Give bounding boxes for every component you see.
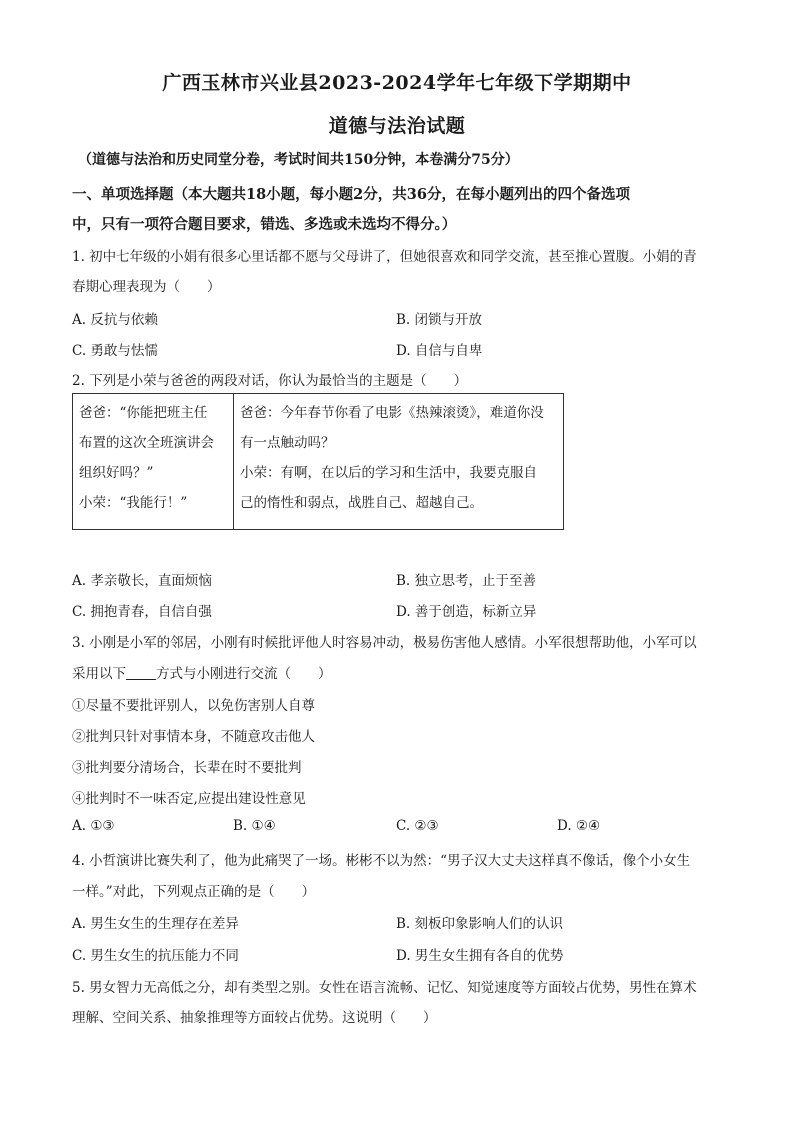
dialogue-right-line: 有一点触动吗？ <box>240 435 335 451</box>
dialogue-right-line: 己的惰性和弱点，战胜自己、超越自己。 <box>240 495 483 511</box>
exam-title: 广西玉林市兴业县2023-2024学年七年级下学期期中 <box>162 72 632 94</box>
q1-option-c: C. 勇敢与怯懦 <box>72 343 158 359</box>
section-heading-line1: 一、单项选择题（本大题共18小题，每小题2分，共36分，在每小题列出的四个备选项 <box>72 186 630 203</box>
q3-option-c: C. ②③ <box>396 818 439 834</box>
q3-statement-4: ④批判时不一味否定,应提出建设性意见 <box>72 791 306 807</box>
q5-stem-line2: 理解、空间关系、抽象推理等方面较占优势。这说明（ ） <box>72 1010 437 1026</box>
q3-statement-2: ②批判只针对事情本身，不随意攻击他人 <box>72 729 315 745</box>
q3-option-d: D. ②④ <box>557 818 601 834</box>
q5-stem-line1: 5. 男女智力无高低之分，却有类型之别。女性在语言流畅、记忆、知觉速度等方面较占优势，男性在算术 <box>72 980 697 996</box>
dialogue-cell-right <box>234 394 564 530</box>
dialogue-cell-left <box>73 394 234 530</box>
q3-stem-line1: 3. 小刚是小军的邻居，小刚有时候批评他人时容易冲动，极易伤害他人感情。小军很想帮助他，小军可以 <box>72 635 697 651</box>
q4-option-c: C. 男生女生的抗压能力不同 <box>72 948 239 964</box>
section-heading-line2: 中，只有一项符合题目要求，错选、多选或未选均不得分。） <box>72 216 457 233</box>
dialogue-table <box>72 393 564 530</box>
q3-stem-pre: 采用以下 <box>72 666 126 682</box>
dialogue-left-line: 组织好吗？” <box>79 465 154 481</box>
q4-stem-line2: 一样。”对此，下列观点正确的是（ ） <box>72 884 316 900</box>
q1-stem-line1: 1. 初中七年级的小娟有很多心里话都不愿与父母讲了，但她很喜欢和同学交流，甚至推心置腹。小娟的青 <box>72 249 697 265</box>
fill-blank <box>126 679 156 680</box>
exam-note: （道德与法治和历史同堂分卷，考试时间共150分钟，本卷满分75分） <box>78 152 519 168</box>
q1-stem-line2: 春期心理表现为（ ） <box>72 279 221 295</box>
dialogue-left-line: 爸爸：“你能把班主任 <box>79 405 208 421</box>
q3-option-a: A. ①③ <box>72 818 115 834</box>
q1-option-a: A. 反抗与依赖 <box>72 312 158 328</box>
dialogue-left-line: 布置的这次全班演讲会 <box>79 435 214 451</box>
q2-option-a: A. 孝亲敬长，直面烦恼 <box>72 573 212 589</box>
q3-statement-1: ①尽量不要批评别人，以免伤害别人自尊 <box>72 698 315 714</box>
q3-stem-line2 <box>72 662 332 682</box>
q3-option-b: B. ①④ <box>233 818 276 834</box>
dialogue-left-line: 小荣：“我能行！” <box>79 495 188 511</box>
q4-option-b: B. 刻板印象影响人们的认识 <box>396 916 564 932</box>
q3-statement-3: ③批判要分清场合，长辈在时不要批判 <box>72 760 302 776</box>
q4-option-d: D. 男生女生拥有各自的优势 <box>396 948 564 964</box>
exam-subtitle: 道德与法治试题 <box>328 115 466 137</box>
q2-option-d: D. 善于创造，标新立异 <box>396 604 537 620</box>
q1-option-d: D. 自信与自卑 <box>396 343 483 359</box>
q4-stem-line1: 4. 小哲演讲比赛失利了，他为此痛哭了一场。彬彬不以为然：“男子汉大丈夫这样真不像话，像个小女生 <box>72 853 691 869</box>
dialogue-right-line: 爸爸：今年春节你看了电影《热辣滚烫》，难道你没 <box>240 405 544 421</box>
q1-option-b: B. 闭锁与开放 <box>396 312 483 328</box>
q2-stem: 2. 下列是小荣与爸爸的两段对话，你认为最恰当的主题是（ ） <box>72 373 468 389</box>
q2-option-b: B. 独立思考，止于至善 <box>396 573 537 589</box>
q3-stem-post: 方式与小刚进行交流（ ） <box>156 666 332 682</box>
dialogue-right-line: 小荣：有啊，在以后的学习和生活中，我要克服自 <box>240 465 537 481</box>
q4-option-a: A. 男生女生的生理存在差异 <box>72 916 239 932</box>
q2-option-c: C. 拥抱青春，自信自强 <box>72 604 212 620</box>
